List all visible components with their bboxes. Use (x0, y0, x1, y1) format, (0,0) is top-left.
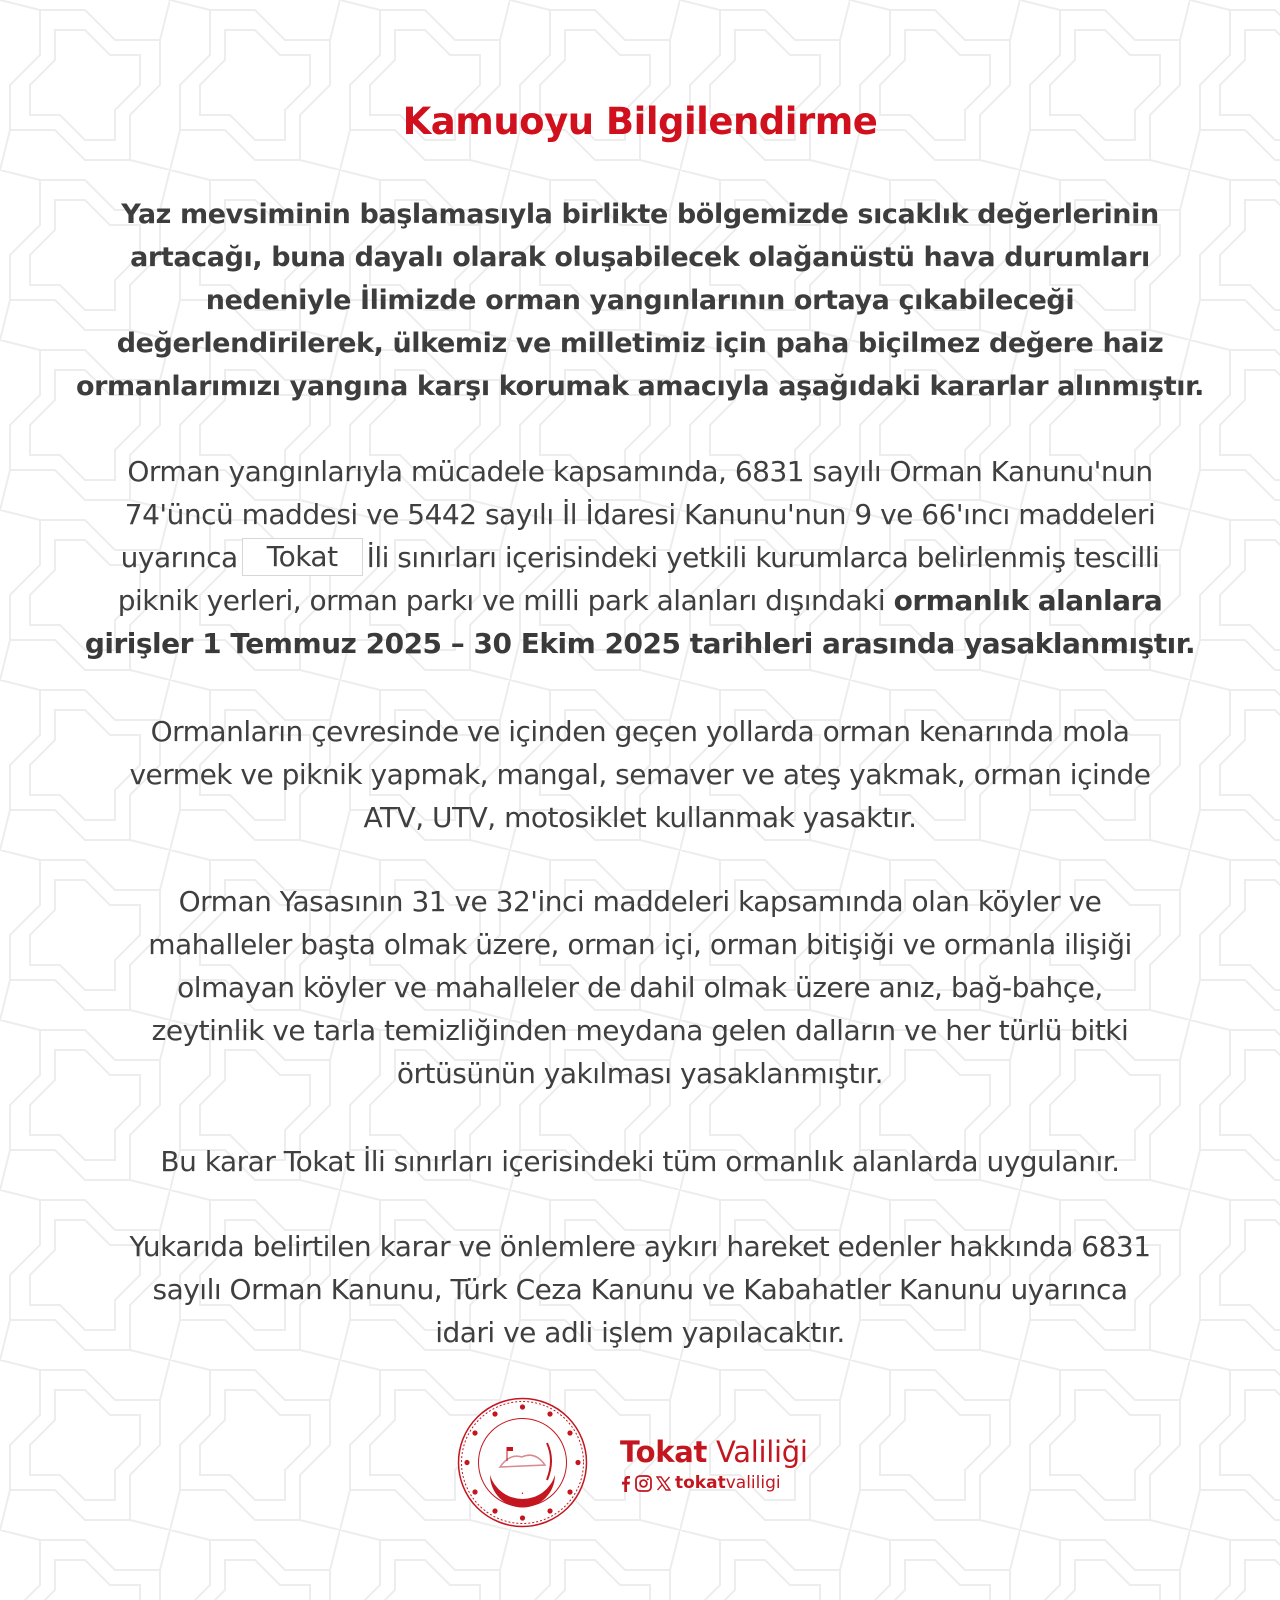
intro-line: nedeniyle İlimizde orman yangınlarının ortaya çıkabileceği (205, 285, 1075, 316)
paragraph-burning-ban (30, 880, 1250, 1095)
paragraph-line: örtüsünün yakılması yasaklanmıştır. (396, 1057, 884, 1090)
social-handle (675, 1473, 781, 1493)
brand-block (620, 1435, 808, 1493)
paragraph-line: 74'üncü maddesi ve 5442 sayılı İl İdaresi Kanunu'nun 9 ve 66'ıncı maddeleri (124, 498, 1156, 531)
x-icon[interactable] (656, 1476, 671, 1491)
facebook-icon[interactable] (620, 1475, 631, 1492)
page-title: Kamuoyu Bilgilendirme (402, 100, 878, 143)
line-text: uyarınca (120, 541, 238, 574)
brand-name (620, 1435, 808, 1469)
paragraph-line: idari ve adli işlem yapılacaktır. (435, 1316, 845, 1349)
intro-line: artacağı, buna dayalı olarak oluşabilecek olağanüstü hava durumları (130, 242, 1150, 273)
emphasis-text: ormanlık alanlara (893, 584, 1163, 617)
intro-line: değerlendirilerek, ülkemiz ve milletimiz için paha biçilmez değere haiz (116, 328, 1164, 359)
paragraph-line: Orman Yasasının 31 ve 32'inci maddeleri kapsamında olan köyler ve (178, 885, 1102, 918)
ban-dates-text: girişler 1 Temmuz 2025 – 30 Ekim 2025 tarihleri arasında yasaklanmıştır. (84, 627, 1196, 660)
paragraph-line: Ormanların çevresinde ve içinden geçen yollarda orman kenarında mola (150, 715, 1130, 748)
paragraph-line: Bu karar Tokat İli sınırları içerisindeki tüm ormanlık alanlarda uygulanır. (160, 1145, 1120, 1178)
paragraph-line: Yukarıda belirtilen karar ve önlemlere aykırı hareket edenler hakkında 6831 (129, 1230, 1151, 1263)
paragraph-line (30, 579, 1250, 622)
paragraph-line: zeytinlik ve tarla temizliğinden meydana gelen dalların ve her türlü bitki (151, 1014, 1129, 1047)
paragraph-line: mahalleler başta olmak üzere, orman içi, orman bitişiği ve ormanla ilişiği (148, 928, 1132, 961)
governorship-emblem-icon (455, 1395, 590, 1530)
paragraph-line (30, 622, 1250, 665)
paragraph-line: ATV, UTV, motosiklet kullanmak yasaktır. (363, 801, 917, 834)
social-row (620, 1473, 808, 1493)
province-name-box: Tokat (242, 538, 363, 576)
paragraph-line: olmayan köyler ve mahalleler de dahil olmak üzere anız, bağ-bahçe, (177, 971, 1103, 1004)
social-handle-light: valiligi (725, 1473, 781, 1493)
paragraph-line: vermek ve piknik yapmak, mangal, semaver ve ateş yakmak, orman içinde (129, 758, 1151, 791)
footer-signature (455, 1395, 835, 1530)
paragraph-scope (30, 1140, 1250, 1183)
paragraph-penalties (30, 1225, 1250, 1354)
paragraph-line (30, 536, 1250, 579)
social-handle-bold: tokat (675, 1473, 726, 1493)
line-text: İli sınırları içerisindeki yetkili kurumlarca belirlenmiş tescilli (366, 541, 1160, 574)
paragraph-line: sayılı Orman Kanunu, Türk Ceza Kanunu ve Kabahatler Kanunu uyarınca (152, 1273, 1128, 1306)
intro-line: ormanlarımızı yangına karşı korumak amacıyla aşağıdaki kararlar alınmıştır. (75, 371, 1205, 402)
brand-name-bold: Tokat (620, 1435, 708, 1469)
paragraph-forest-entry-ban (30, 450, 1250, 665)
paragraph-activity-ban (30, 710, 1250, 839)
brand-name-light: Valiliği (707, 1435, 808, 1469)
paragraph-line: Orman yangınlarıyla mücadele kapsamında, 6831 sayılı Orman Kanunu'nun (127, 455, 1153, 488)
instagram-icon[interactable] (635, 1475, 652, 1492)
svg-text:•: • (521, 1491, 524, 1497)
line-text: piknik yerleri, orman parkı ve milli park alanları dışındaki (117, 584, 894, 617)
intro-line: Yaz mevsiminin başlamasıyla birlikte bölgemizde sıcaklık değerlerinin (121, 199, 1159, 230)
intro-paragraph (30, 193, 1250, 408)
